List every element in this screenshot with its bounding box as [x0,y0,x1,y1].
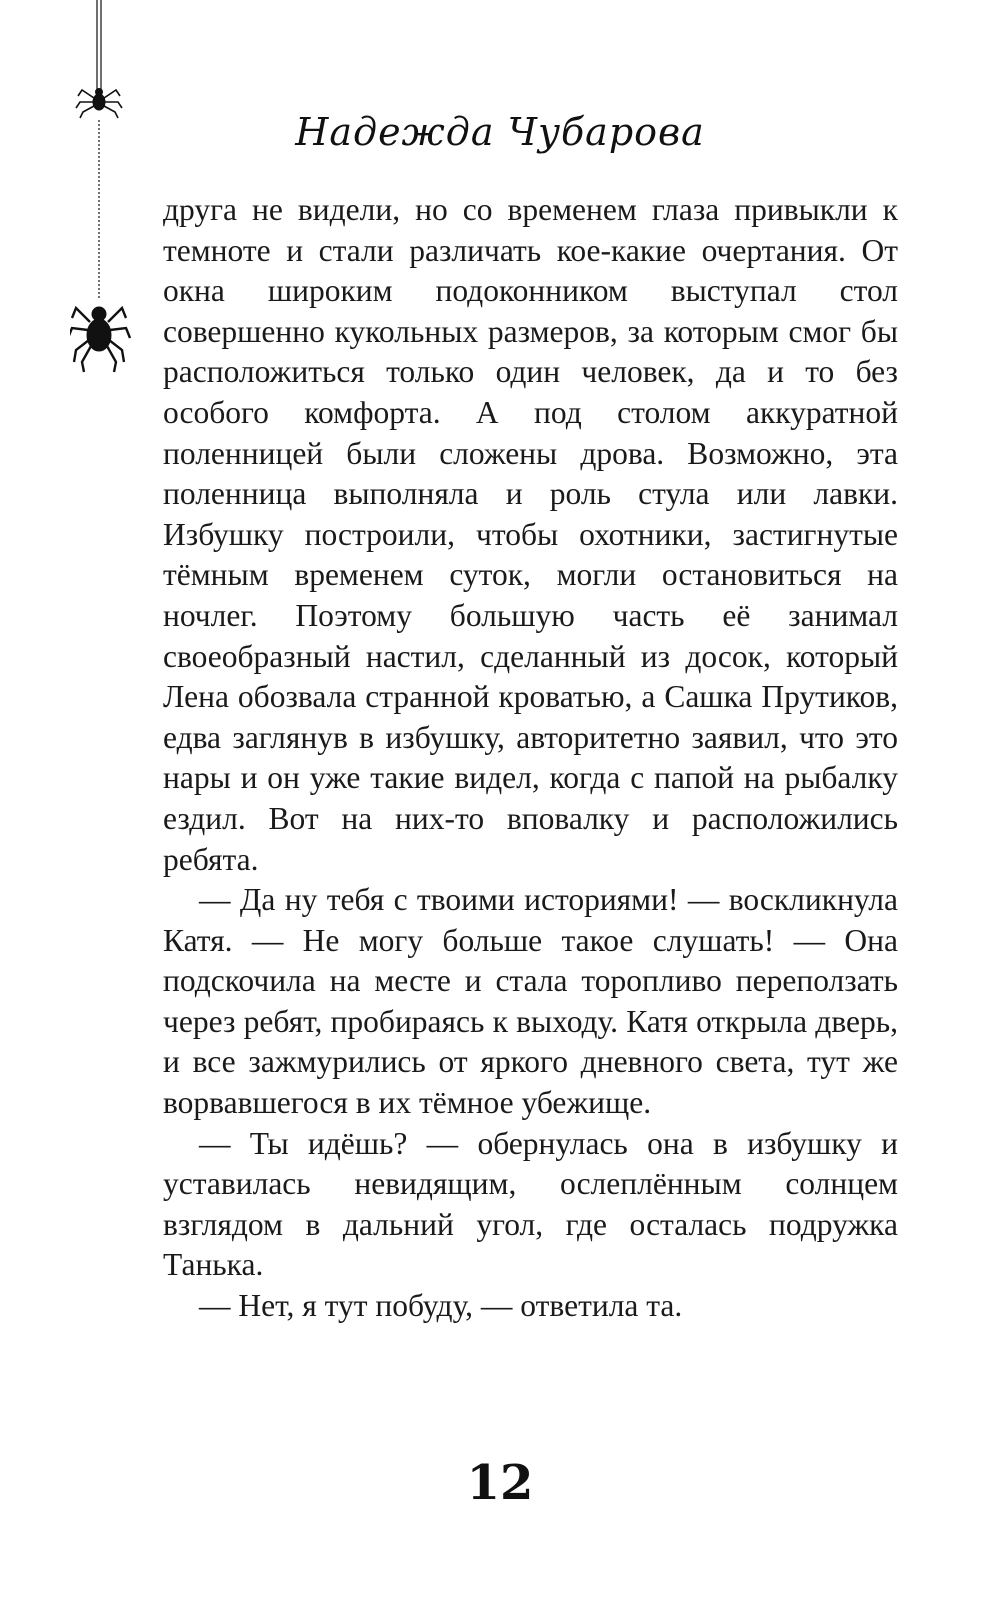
large-spider-icon [70,307,130,372]
paragraph: друга не видели, но со временем глаза привыкли к темноте и стали различать кое-какие очертания. От окна широким подоконником выступал стол совершенно кукольных размеров, за которым смог бы расположиться только один человек, да и то без особого комфорта. А под столом аккуратной поленницей были сложены дрова. Возможно, эта поленница выполняла и роль стула или лавки. Избушку построили, чтобы охотники, застигнутые тёмным временем суток, могли остановиться на ночлег. Поэтому большую часть её занимал своеобразный настил, сделанный из досок, который Лена обозвала странной кроватью, а Сашка Прутиков, едва заглянув в избушку, авторитетно заявил, что это нары и он уже такие видел, когда с папой на рыбалку ездил. Вот на них-то вповалку и расположились ребята. [163,192,898,877]
paragraph: — Да ну тебя с твоими историями! — воскликнула Катя. — Не могу больше такое слушать! — Она подскочила на месте и стала торопливо переползать через ребят, пробираясь к выходу. Катя открыла дверь, и все зажмурились от яркого дневного света, тут же ворвавшегося в их тёмное убежище. [163,882,898,1121]
page-number: 12 [466,1455,534,1511]
spider-decoration [70,0,150,400]
paragraph: — Нет, я тут побуду, — ответила та. [199,1288,683,1324]
running-header-author: Надежда Чубарова [295,110,705,154]
page-body-text [163,190,898,1327]
paragraph: — Ты идёшь? — обернулась она в избушку и уставилась невидящим, ослеплённым солнцем взглядом в дальний угол, где осталась подружка Танька. [163,1125,898,1283]
